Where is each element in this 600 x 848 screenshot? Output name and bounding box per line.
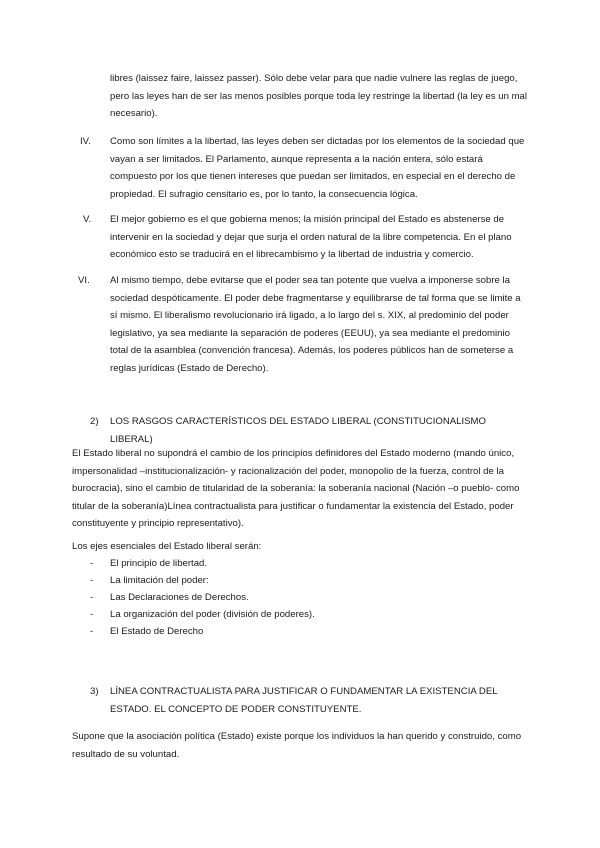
list-bullet: - bbox=[90, 609, 94, 620]
list-bullet: - bbox=[90, 626, 94, 637]
list-numeral-vi: VI. bbox=[78, 275, 90, 286]
section-2-heading: LOS RASGOS CARACTERÍSTICOS DEL ESTADO LIBERAL (CONSTITUCIONALISMO LIBERAL) bbox=[110, 416, 487, 445]
ejes-intro: Los ejes esenciales del Estado liberal serán: bbox=[72, 541, 262, 552]
list-item: La organización del poder (división de poderes). bbox=[110, 609, 315, 620]
section-3-number: 3) bbox=[90, 686, 99, 697]
list-item-v: El mejor gobierno es el que gobierna menos; la misión principal del Estado es abstenerse de intervenir en la sociedad y dejar que surja el orden natural de la libre competencia. En el plano económico esto se traducirá en el librecambismo y la libertad de industria y comercio. bbox=[110, 214, 512, 260]
section-3-heading: LÍNEA CONTRACTUALISTA PARA JUSTIFICAR O FUNDAMENTAR LA EXISTENCIA DEL ESTADO. EL CONCEPTO DE PODER CONSTITUYENTE. bbox=[110, 686, 498, 715]
section-2-paragraph: El Estado liberal no supondrá el cambio de los principios definidores del Estado moderno (mando único, impersonalidad –institucionalización- y racionalización del poder, monopolio de la fuerza, control de la burocracia), sino el cambio de titularidad de la soberanía: la soberanía nacional (Nación –o pueblo- como titular de la soberanía)Línea contractualista para justificar o fundamentar la existencia del Estado, poder constituyente y principio representativo). bbox=[72, 448, 520, 529]
list-item: El principio de libertad. bbox=[110, 558, 208, 569]
list-item-iii-tail: libres (laissez faire, laissez passer). Sólo debe velar para que nadie vulnere las reglas de juego, pero las leyes han de ser las menos posibles porque toda ley restringe la libertad (la ley es un mal necesario). bbox=[110, 73, 528, 119]
list-numeral-iv: IV. bbox=[80, 136, 91, 147]
section-3-paragraph: Supone que la asociación política (Estado) existe porque los individuos la han querido y construido, como resultado de su voluntad. bbox=[72, 731, 522, 760]
list-bullet: - bbox=[90, 558, 94, 569]
list-numeral-v: V. bbox=[83, 214, 92, 225]
list-item: La limitación del poder: bbox=[110, 575, 209, 586]
list-item-vi: Al mismo tiempo, debe evitarse que el poder sea tan potente que vuelva a imponerse sobre la sociedad despóticamente. El poder debe fragmentarse y equilibrarse de tal forma que se limite a sí mismo. El liberalismo revolucionario irá ligado, a lo largo del s. XIX, al predominio del poder legislativo, ya sea mediante la separación de poderes (EEUU), ya sea mediante el predominio total de la asamblea (convención francesa). Además, los poderes públicos han de someterse a reglas jurídicas (Estado de Derecho). bbox=[110, 275, 521, 374]
list-item-iv: Como son límites a la libertad, las leyes deben ser dictadas por los elementos de la sociedad que vayan a ser limitados. El Parlamento, aunque representa a la nación entera, sólo estará compuesto por los que tienen intereses que puedan ser limitados, en especial en el derecho de propiedad. El sufragio censitario es, por lo tanto, la consecuencia lógica. bbox=[110, 136, 525, 200]
list-bullet: - bbox=[90, 575, 94, 586]
list-bullet: - bbox=[90, 592, 94, 603]
list-item: Las Declaraciones de Derechos. bbox=[110, 592, 249, 603]
list-item: El Estado de Derecho bbox=[110, 626, 204, 637]
section-2-number: 2) bbox=[90, 416, 99, 427]
